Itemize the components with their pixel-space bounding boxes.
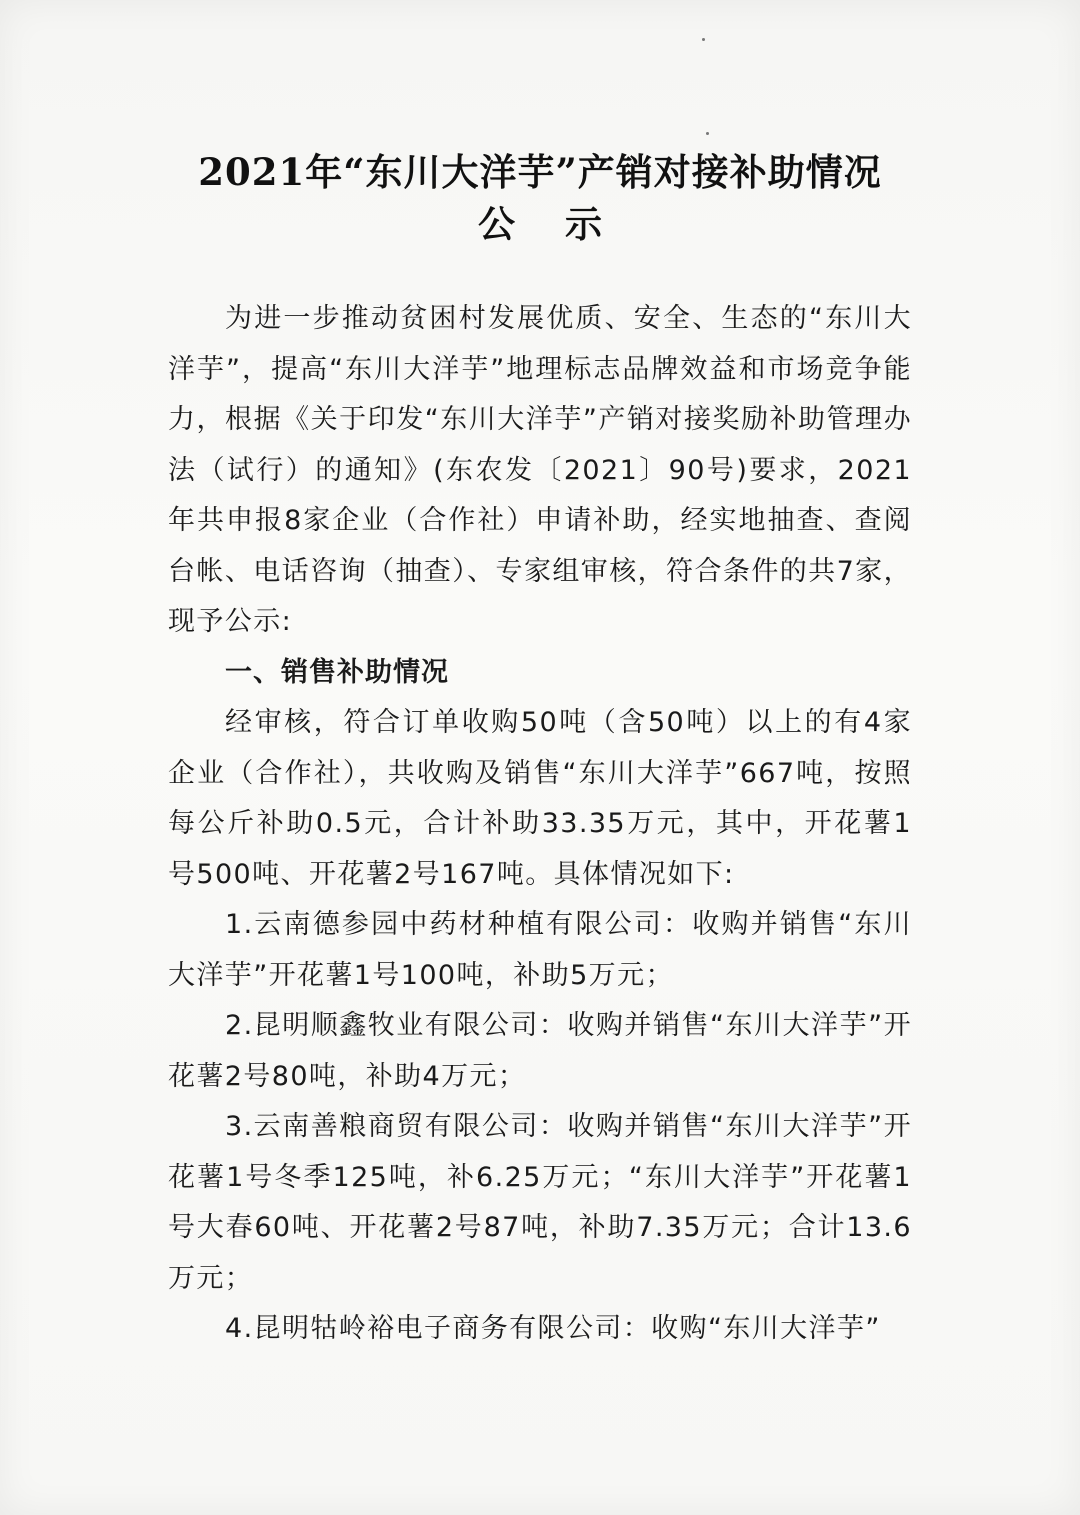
document-title-line2: 公示 <box>478 202 652 246</box>
list-item-3: 3.云南善粮商贸有限公司：收购并销售“东川大洋芋”开花薯1号冬季125吨，补6.25万元；“东川大洋芋”开花薯1号大春60吨、开花薯2号87吨，补助7.35万元；合计13.6万元； <box>168 1111 912 1294</box>
scan-speck <box>706 132 709 135</box>
intro-paragraph: 为进一步推动贫困村发展优质、安全、生态的“东川大洋芋”，提高“东川大洋芋”地理标志品牌效益和市场竞争能力，根据《关于印发“东川大洋芋”产销对接奖励补助管理办法（试行）的通知》(东农发〔2021〕90号)要求，2021年共申报8家企业（合作社）申请补助，经实地抽查、查阅台帐、电话咨询（抽查）、专家组审核，符合条件的共7家，现予公示: <box>168 303 912 637</box>
document-title-line1: 2021年“东川大洋芋”产销对接补助情况 <box>198 150 882 194</box>
section1-summary: 经审核，符合订单收购50吨（含50吨）以上的有4家企业（合作社），共收购及销售“东川大洋芋”667吨，按照每公斤补助0.5元，合计补助33.35万元，其中，开花薯1号500吨、开花薯2号167吨。具体情况如下: <box>168 707 912 890</box>
list-item-1: 1.云南德参园中药材种植有限公司：收购并销售“东川大洋芋”开花薯1号100吨，补助5万元； <box>168 909 912 991</box>
document-body <box>168 294 912 1355</box>
list-item-4: 4.昆明牯岭裕电子商务有限公司：收购“东川大洋芋” <box>225 1313 881 1344</box>
section1-heading: 一、销售补助情况 <box>225 656 449 688</box>
scan-speck <box>702 38 705 41</box>
list-item-2: 2.昆明顺鑫牧业有限公司：收购并销售“东川大洋芋”开花薯2号80吨，补助4万元； <box>168 1010 912 1092</box>
